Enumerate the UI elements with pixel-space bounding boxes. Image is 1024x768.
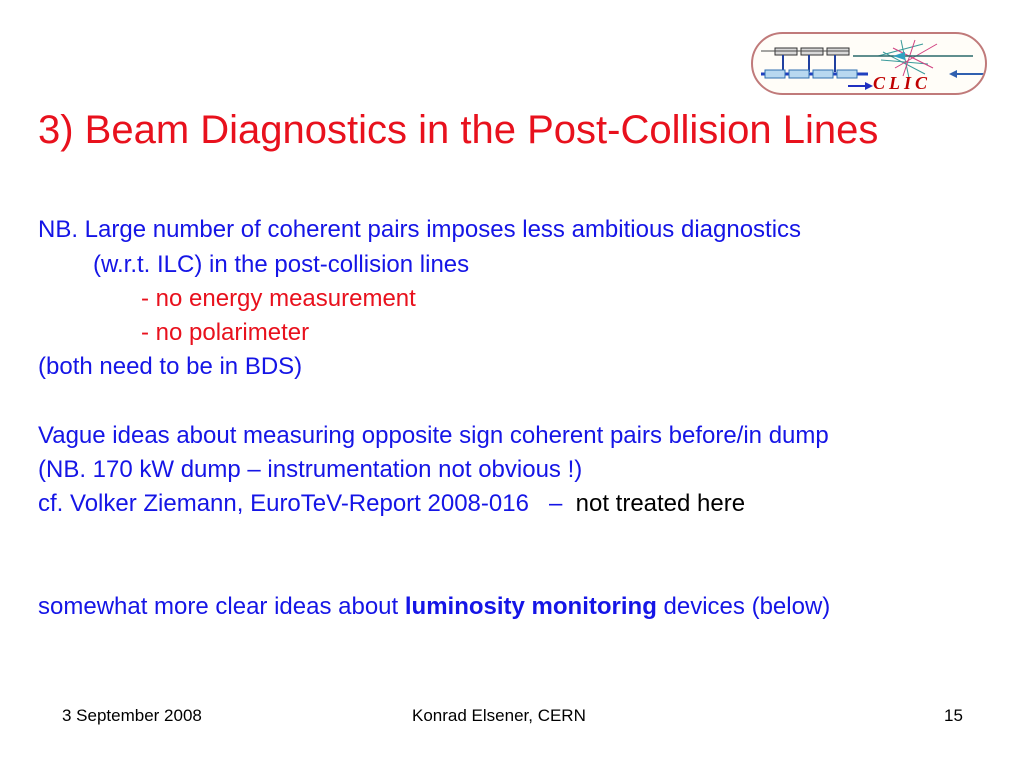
luminosity-suffix: devices (below) — [656, 593, 831, 620]
logo-text: CLIC — [873, 73, 932, 93]
vague-ideas-line-2: (NB. 170 kW dump – instrumentation not obvious !) — [38, 456, 583, 483]
footer-author: Konrad Elsener, CERN — [412, 706, 586, 725]
accelerator-schematic-icon — [753, 34, 987, 95]
slide-title: 3) Beam Diagnostics in the Post-Collision Lines — [38, 108, 879, 152]
reference-text: cf. Volker Ziemann, EuroTeV-Report 2008-016 – — [38, 490, 576, 517]
not-treated-note: not treated here — [575, 490, 746, 517]
nb-line-2: (w.r.t. ILC) in the post-collision lines — [93, 251, 470, 278]
bullet-no-energy: - no energy measurement — [141, 285, 416, 312]
footer-page-number: 15 — [944, 706, 963, 725]
clic-logo — [751, 32, 987, 95]
bds-note: (both need to be in BDS) — [38, 353, 303, 380]
reference-line — [38, 489, 745, 519]
nb-line-1: NB. Large number of coherent pairs imposes less ambitious diagnostics — [38, 216, 802, 243]
luminosity-line — [38, 592, 830, 622]
luminosity-emphasis: luminosity monitoring — [404, 593, 657, 620]
bullet-no-polarimeter: - no polarimeter — [141, 319, 310, 346]
vague-ideas-line-1: Vague ideas about measuring opposite sign coherent pairs before/in dump — [38, 422, 829, 449]
luminosity-prefix: somewhat more clear ideas about — [38, 593, 405, 620]
footer-date: 3 September 2008 — [62, 706, 202, 725]
